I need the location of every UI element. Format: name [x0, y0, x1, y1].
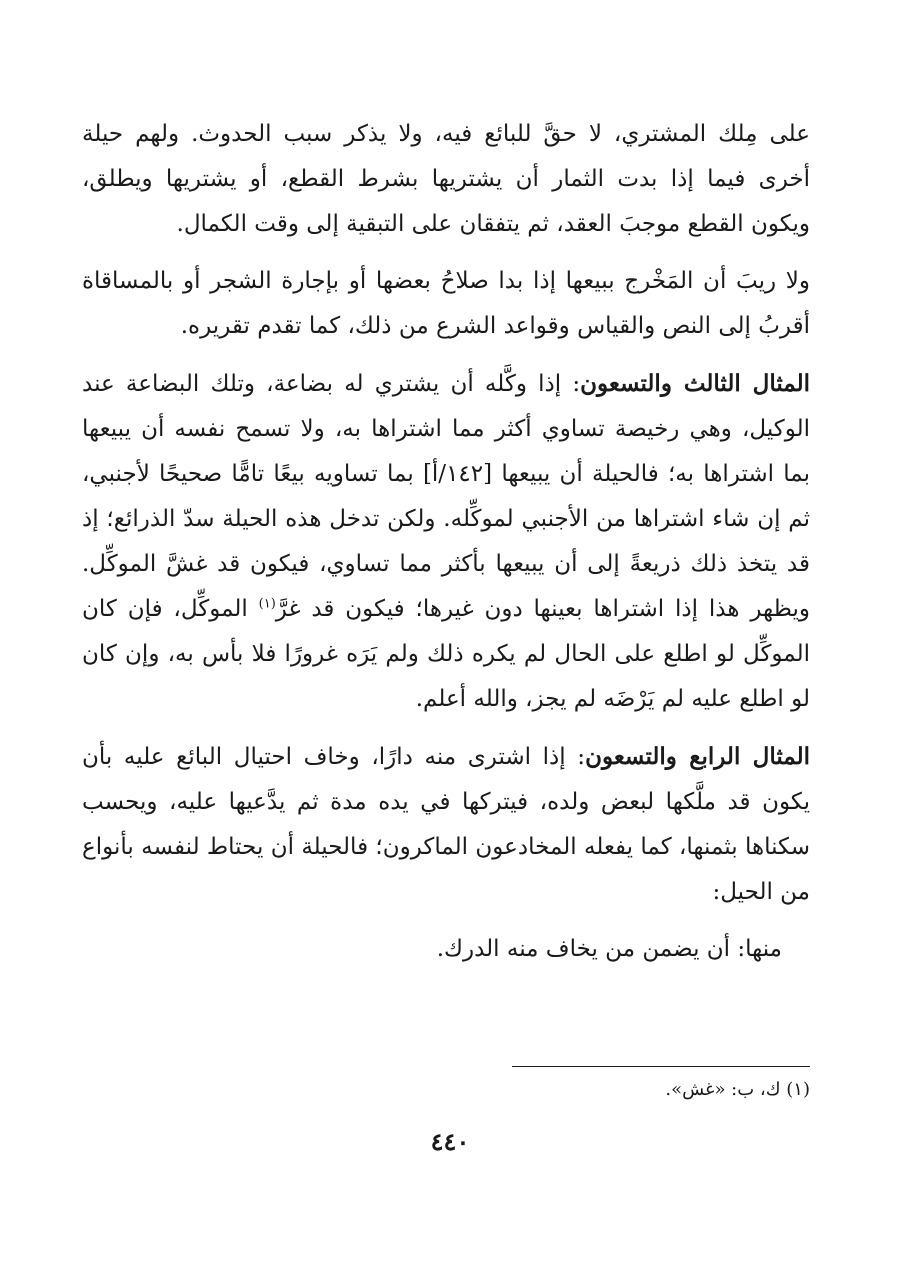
paragraph-5 [82, 927, 810, 972]
paragraph-4 [82, 734, 810, 915]
paragraph-1 [82, 112, 810, 247]
paragraph-2 [82, 259, 810, 349]
page-number: ٤٤٠ [430, 1127, 470, 1156]
paragraph-5-text: منها: أن يضمن من يخاف منه الدرك. [436, 936, 782, 962]
paragraph-3-text-continued: الموكِّل، فإن كان الموكِّل لو اطلع على الحال لم يكره ذلك ولم يَرَه غرورًا فلا بأس به، وإن كان لو اطلع عليه لم يَرْضَه لم يجز، والله أعلم. [82, 596, 810, 712]
paragraph-4-text: : إذا اشترى منه دارًا، وخاف احتيال البائع عليه بأن يكون قد ملَّكها لبعض ولده، فيتركها في يده مدة ثم يدَّعيها عليه، ويحسب سكناها بثمنها، كما يفعله المخادعون الماكرون؛ فالحيلة أن يحتاط لنفسه بأنواع من الحيل: [82, 744, 810, 905]
paragraph-1-text: على مِلك المشتري، لا حقَّ للبائع فيه، ولا يذكر سبب الحدوث. ولهم حيلة أخرى فيما إذا بدت الثمار أن يشتريها بشرط القطع، أو يشتريها ويطلق، ويكون القطع موجبَ العقد، ثم يتفقان على التبقية إلى وقت الكمال. [82, 121, 810, 237]
footnote-1: (١) ك، ب: «غش». [665, 1079, 810, 1100]
example-93-heading: المثال الثالث والتسعون [580, 370, 810, 397]
footnote-divider [512, 1066, 810, 1067]
footnote-ref-1: (١) [258, 596, 276, 612]
paragraph-3-text: : إذا وكَّله أن يشتري له بضاعة، وتلك البضاعة عند الوكيل، وهي رخيصة تساوي أكثر مما اشتراها به، ولا تسمح نفسه أن يبيعها بما اشتراها به؛ فالحيلة أن يبيعها [١٤٢/أ] بما تساويه بيعًا تامًّا صحيحًا لأجنبي، ثم إن شاء اشتراها من الأجنبي لموكِّله. ولكن تدخل هذه الحيلة سدّ الذرائع؛ إذ قد يتخذ ذلك ذريعةً إلى أن يبيعها بأكثر مما تساوي، فيكون قد غشَّ الموكِّل. ويظهر هذا إذا اشتراها بعينها دون غيرها؛ فيكون قد غرَّ [82, 371, 810, 622]
example-94-heading: المثال الرابع والتسعون [585, 743, 810, 770]
page-body [82, 112, 810, 984]
paragraph-3 [82, 361, 810, 722]
paragraph-2-text: ولا ريبَ أن المَخْرج ببيعها إذا بدا صلاحُ بعضها أو بإجارة الشجر أو بالمساقاة أقربُ إلى النص والقياس وقواعد الشرع من ذلك، كما تقدم تقريره. [82, 268, 810, 339]
